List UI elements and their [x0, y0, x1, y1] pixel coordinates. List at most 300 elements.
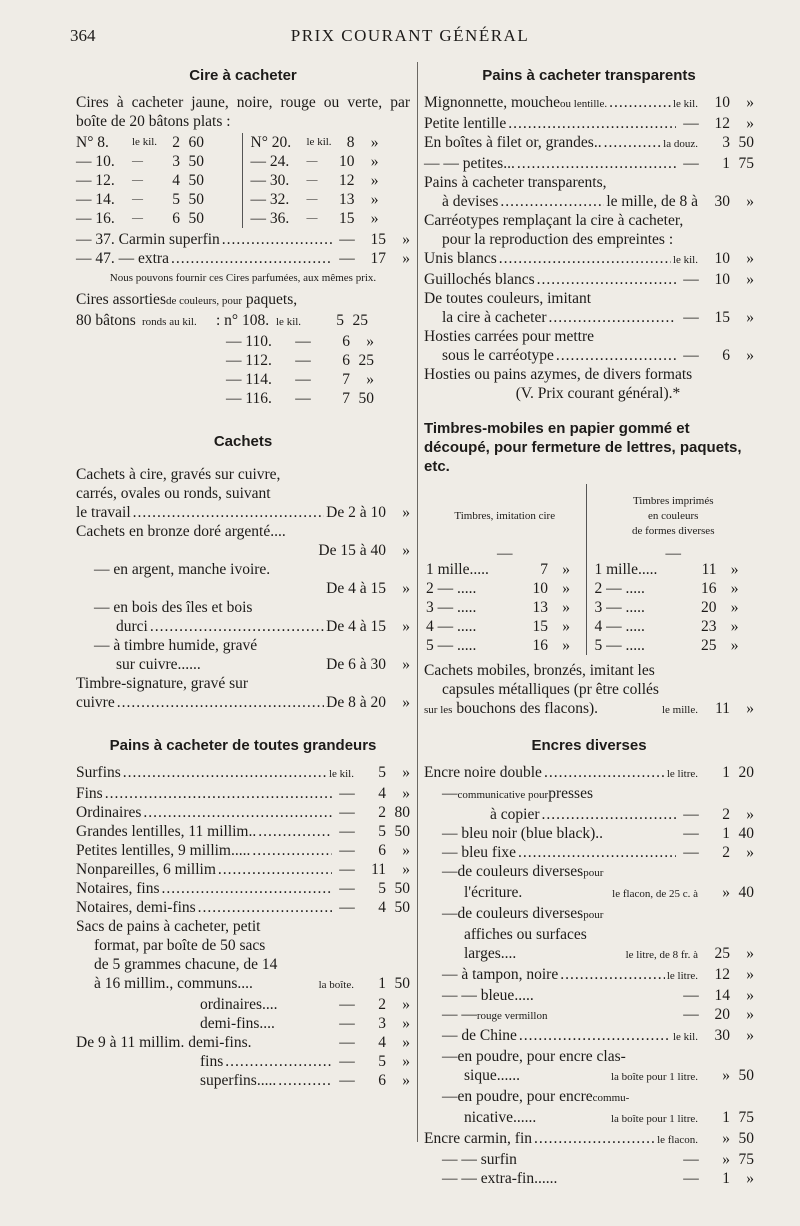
pains-sub-row-label: superfins.....	[200, 1072, 277, 1089]
cachets-l3-label: le travail	[76, 504, 131, 521]
timbres-cire-frac: »	[562, 599, 570, 616]
hosties-label: sous le carréotype	[442, 347, 554, 364]
cire-right-number: — 30.	[250, 172, 290, 189]
encre-row-label: l'écriture.	[464, 884, 523, 901]
cire-right-number: N° 20.	[250, 134, 292, 151]
hosties-line-1: Hosties carrées pour mettre	[424, 328, 595, 345]
encre-row-unit: le flacon, de 25 c. à	[612, 888, 698, 900]
timbres-imprimes-frac: »	[730, 618, 739, 635]
assort-intro-a: Cires assorties	[76, 291, 166, 308]
cachets-l9-label: durci	[116, 618, 148, 635]
pains-row-price: 2	[378, 804, 386, 821]
encre-row	[424, 1108, 754, 1129]
encre-row	[424, 965, 754, 986]
encre-row-unit: le flacon.	[657, 1134, 698, 1146]
pains-row-frac: »	[402, 842, 410, 859]
encre-dash: —	[442, 1048, 458, 1065]
encre-row	[424, 1150, 754, 1169]
encre-row-label: — à tampon, noire	[442, 966, 559, 983]
assort-number: — 112.	[226, 352, 272, 369]
timbres-imprimes-row	[593, 617, 755, 636]
dt-frac: »	[746, 309, 754, 326]
cachets-l5-frac: »	[402, 542, 410, 559]
pains-sub-row-price: 3	[378, 1015, 386, 1032]
encre-row-unit: —	[683, 1151, 699, 1168]
leader-dots	[171, 249, 332, 268]
leader-dots	[604, 133, 662, 152]
page-header	[70, 26, 750, 56]
cire-right-row	[251, 133, 411, 152]
timbres-left-list	[424, 560, 586, 655]
de9-unit: —	[339, 1034, 355, 1051]
timbres-imprimes-price: 16	[701, 580, 717, 597]
cm-line-2: capsules métalliques (pr être collés	[442, 681, 659, 698]
encre-row-label: — — extra-fin......	[442, 1170, 558, 1187]
encre-row-label: — — surfin	[442, 1151, 517, 1168]
timbres-imprimes-qty: 4 — .....	[594, 618, 645, 635]
timbres-cire-qty: 2 — .....	[426, 580, 477, 597]
encre-row-unit: le litre.	[666, 768, 698, 780]
encre-row-frac: 50	[738, 1130, 754, 1147]
pains-row-label: Fins	[76, 785, 103, 802]
pains-sub-row	[76, 1071, 410, 1090]
cire-extra-row-label: — 37. Carmin superfin	[76, 231, 220, 248]
cachets-l3-price: De 2 à 10	[326, 504, 386, 521]
timbres-cire-frac: »	[562, 618, 570, 635]
cire-left-row	[76, 133, 236, 152]
cire-left-unit: —	[132, 174, 143, 186]
encre-communicative-row	[424, 784, 754, 805]
cire-right-frac: »	[370, 172, 379, 189]
cachets-l7-frac: »	[402, 580, 410, 597]
timbres-cire-row	[424, 617, 586, 636]
encre-row-price: 1	[722, 825, 730, 842]
guil-row	[424, 270, 754, 289]
cire-right-unit: —	[306, 212, 318, 224]
cire-left-unit: le kil.	[132, 136, 158, 148]
cire-extra-row-price: 15	[370, 231, 386, 248]
unis-unit: le kil.	[672, 254, 698, 266]
cire-right-row	[251, 152, 411, 171]
encre-row-frac: 50	[738, 1067, 754, 1084]
trans-row-price: 10	[714, 94, 730, 111]
leader-dots	[123, 763, 327, 782]
unis-label: Unis blancs	[424, 250, 497, 267]
cire-grid-left	[76, 133, 243, 228]
trans-row-price: 3	[722, 134, 730, 151]
cire-left-number: — 14.	[76, 191, 115, 208]
cire-left-frac: 50	[188, 153, 204, 170]
pains-sub-row-frac: »	[402, 1072, 410, 1089]
leader-dots	[508, 114, 676, 133]
leader-dots	[222, 230, 332, 249]
assort-unit: —	[295, 371, 311, 388]
encre-row-price: 25	[714, 945, 730, 962]
trans-row	[424, 114, 754, 133]
pains-row	[76, 898, 410, 917]
encre-row-frac: 20	[738, 764, 754, 781]
encre-row-label: — bleu noir (blue black)..	[442, 825, 603, 842]
assort-frac: 50	[358, 390, 374, 407]
pains-row-frac: »	[402, 764, 410, 781]
cire-left-price: 3	[172, 153, 180, 170]
pains-row-label: Ordinaires	[76, 804, 142, 821]
pains-row-unit: —	[339, 785, 355, 802]
page-number: 364	[70, 26, 96, 45]
encre-row-price: 1	[722, 764, 730, 781]
right-column	[424, 62, 754, 1188]
pains-sub-row-frac: »	[402, 1053, 410, 1070]
timbres-cire-row	[424, 598, 586, 617]
timbres-cire-qty: 5 — .....	[426, 637, 477, 654]
assort-frac: »	[366, 333, 374, 350]
cire-extra-row	[76, 249, 410, 268]
encre-row-unit: —	[683, 1006, 699, 1023]
cachets-l11-frac: »	[402, 656, 410, 673]
cachets-l11-price: De 6 à 30	[326, 656, 386, 673]
encre-poudre-row	[424, 1047, 754, 1066]
timbres-right-list	[593, 560, 755, 655]
timbres-imprimes-price: 25	[701, 637, 717, 654]
encre-row-unit: —	[683, 1170, 699, 1187]
encre-row-price: 14	[714, 987, 730, 1004]
pains-sub-list-2	[76, 1052, 410, 1090]
transparents-list	[424, 93, 754, 173]
cachets-l5-price: De 15 à 40	[318, 542, 386, 559]
timbres-imprimes-qty: 2 — .....	[594, 580, 645, 597]
encre-row-label: — —	[442, 1006, 477, 1023]
section-title-cachets: Cachets	[213, 433, 273, 450]
encre-row	[424, 824, 754, 843]
cm-line-3	[424, 699, 754, 720]
leader-dots	[518, 843, 676, 862]
section-title-cire: Cire à cacheter	[189, 67, 297, 84]
pains-sub-row-frac: »	[402, 1015, 410, 1032]
trans-row-label: En boîtes à filet or, grandes..	[424, 134, 602, 151]
pains-row-label: Surfins	[76, 764, 121, 781]
cire-left-price: 4	[172, 172, 180, 189]
cm-frac: »	[746, 700, 754, 717]
encre-row-label: — bleu fixe	[442, 844, 517, 861]
trans-row-small: ou lentille.	[560, 98, 608, 110]
cachets-line-1: Cachets à cire, gravés sur cuivre,	[76, 466, 281, 483]
assort-intro2-b: ronds au kil.	[142, 316, 197, 328]
cire-right-price: 13	[339, 191, 355, 208]
assort-row	[76, 351, 410, 370]
encre-row	[424, 1169, 754, 1188]
assort-row	[76, 332, 410, 351]
column-divider	[417, 62, 418, 1142]
encre-row-frac: 40	[738, 884, 754, 901]
cachets-line-9	[76, 617, 410, 636]
cachets-l9-frac: »	[402, 618, 410, 635]
timbres-cire-price: 10	[532, 580, 548, 597]
cire-left-unit: —	[132, 155, 143, 167]
pains-sub-row-unit: —	[339, 996, 355, 1013]
assort-number: — 114.	[226, 371, 272, 388]
cachets-line-5	[76, 541, 410, 560]
encre-small: pour	[583, 909, 604, 921]
cire-left-number: — 10.	[76, 153, 115, 170]
encre-text: presses	[548, 785, 594, 802]
azymes-line-1: Hosties ou pains azymes, de divers formats	[424, 366, 693, 383]
sacs-l4-label: à 16 millim., communs....	[94, 975, 253, 992]
encre-row-price: 12	[714, 966, 730, 983]
cire-right-frac: »	[370, 153, 379, 170]
pains-row-label: Petites lentilles, 9 millim.....	[76, 842, 251, 859]
encre-couleurs-row	[424, 862, 754, 883]
cire-right-number: — 24.	[250, 153, 290, 170]
sacs-l4-unit: la boîte.	[318, 979, 354, 991]
encre-row-frac: »	[746, 844, 754, 861]
encre-row	[424, 944, 754, 965]
timbres-cire-price: 16	[532, 637, 548, 654]
section-title-encres: Encres diverses	[531, 737, 647, 754]
guil-unit: —	[683, 271, 699, 288]
cire-extra-row	[76, 230, 410, 249]
encre-text: en poudre, pour encre	[457, 1088, 593, 1105]
dt-price: 15	[714, 309, 730, 326]
cachets-l13-frac: »	[402, 694, 410, 711]
cachets-l13-label: cuivre	[76, 694, 115, 711]
timbres-cire-qty: 3 — .....	[426, 599, 477, 616]
encre-row-price: 30	[714, 1027, 730, 1044]
pains-row-frac: 50	[394, 880, 410, 897]
leader-dots	[105, 784, 332, 803]
cire-right-row	[251, 209, 411, 228]
dt-line-2	[424, 308, 754, 327]
pains-row-price: 5	[378, 880, 386, 897]
assort-intro2-c: : n° 108.	[216, 312, 270, 329]
cire-left-frac: 50	[188, 172, 204, 189]
timbres-cire-row	[424, 636, 586, 655]
guil-frac: »	[746, 271, 754, 288]
trans-row-label: — — petites...	[424, 155, 515, 172]
cire-left-row	[76, 152, 236, 171]
carreotypes-line-1: Carréotypes remplaçant la cire à cacheter,	[424, 212, 684, 229]
assort-intro2-unit: le kil.	[276, 316, 302, 328]
cachets-l9-price: De 4 à 15	[326, 618, 386, 635]
assort-price: 7	[342, 390, 350, 407]
assort-unit: —	[295, 390, 311, 407]
assort-price: 6	[342, 352, 350, 369]
trans-row-unit: —	[683, 115, 699, 132]
cachets-l13-price: De 8 à 20	[326, 694, 386, 711]
timbres-imprimes-row	[593, 636, 755, 655]
trans-row-frac: »	[746, 115, 754, 132]
pains-sub-row-unit: —	[339, 1053, 355, 1070]
encre-dash: —	[442, 785, 458, 802]
leader-dots	[541, 805, 676, 824]
assort-unit: —	[295, 333, 311, 350]
cire-right-row	[251, 171, 411, 190]
trans-row	[424, 133, 754, 154]
encre-row-label: — — bleue.....	[442, 987, 534, 1004]
hosties-frac: »	[746, 347, 754, 364]
assort-intro2-price: 5	[336, 312, 344, 329]
sacs-line-2: format, par boîte de 50 sacs	[94, 937, 266, 954]
timbres-imprimes-row	[593, 598, 755, 617]
encre-row-price: 20	[714, 1006, 730, 1023]
pains-sub-row-label: demi-fins....	[200, 1015, 275, 1032]
encre-small: pour	[583, 867, 604, 879]
leader-dots	[218, 860, 332, 879]
pains-row	[76, 860, 410, 879]
assort-unit: —	[295, 352, 311, 369]
encre-couleurs-row-2	[424, 904, 754, 925]
encre-row-frac: »	[746, 966, 754, 983]
pains-row-unit: —	[339, 880, 355, 897]
encre-row-unit: —	[683, 806, 699, 823]
timbres-imprimes-price: 11	[701, 561, 717, 578]
encre-row-frac: »	[746, 1027, 754, 1044]
dt-unit: —	[683, 309, 699, 326]
cire-left-number: — 16.	[76, 210, 115, 227]
cm-l3-label: bouchons des flacons).	[456, 700, 599, 717]
timbres-imprimes-qty: 5 — .....	[594, 637, 645, 654]
leader-dots	[252, 841, 332, 860]
assort-price: 7	[342, 371, 350, 388]
pains-sub-row-unit: —	[339, 1072, 355, 1089]
encre-row-price: »	[722, 1067, 730, 1084]
pains-row	[76, 803, 410, 822]
trans-row-price: 12	[714, 115, 730, 132]
pains-sub-row-frac: »	[402, 996, 410, 1013]
timbres-cire-frac: »	[562, 561, 570, 578]
timbres-cire-frac: »	[562, 580, 570, 597]
leader-dots	[143, 803, 332, 822]
assort-frac: 25	[358, 352, 374, 369]
encre-dash: —	[442, 905, 458, 922]
encre-small: commu-	[592, 1092, 630, 1104]
timbres-col-cire	[424, 484, 587, 655]
encre-row-frac: 75	[738, 1109, 754, 1126]
encre-text: de couleurs diverses	[457, 863, 584, 880]
trans-row-label: Petite lentille	[424, 115, 507, 132]
cire-price-grid	[76, 133, 410, 228]
assort-intro	[76, 290, 410, 311]
pains-list	[76, 763, 410, 917]
section-title-timbres: Timbres-mobiles en papier gommé et découpé, pour fermeture de lettres, paquets, etc.	[424, 420, 742, 475]
timbres-cire-price: 7	[540, 561, 548, 578]
cire-extra-row-frac: »	[402, 250, 410, 267]
trans-l2-label: à devises	[442, 193, 499, 210]
guil-label: Guillochés blancs	[424, 271, 535, 288]
encre-dash: —	[442, 863, 458, 880]
encre-row	[424, 1005, 754, 1026]
cachets-line-4: Cachets en bronze doré argenté....	[76, 523, 286, 540]
timbres-dash-left: —	[497, 545, 513, 562]
cachets-line-12: Timbre-signature, gravé sur	[76, 675, 249, 692]
pains-row-frac: 50	[394, 899, 410, 916]
cire-right-frac: »	[370, 134, 379, 151]
sacs-l4-price: 1	[378, 975, 386, 992]
encre-row-price: »	[722, 1151, 730, 1168]
encre-row-unit: le litre.	[666, 970, 698, 982]
encre-row-frac: »	[746, 945, 754, 962]
cm-line-1: Cachets mobiles, bronzés, imitant les	[424, 662, 655, 679]
pains-sub-row-price: 6	[378, 1072, 386, 1089]
assort-number: — 110.	[226, 333, 272, 350]
timbres-cire-row	[424, 579, 586, 598]
pains-row-unit: —	[339, 823, 355, 840]
sacs-line-3: de 5 grammes chacune, de 14	[94, 956, 278, 973]
cire-left-frac: 50	[188, 191, 204, 208]
leader-dots	[278, 1071, 332, 1090]
cire-extra-row-price: 17	[370, 250, 386, 267]
assort-intro-c: paquets,	[245, 291, 298, 308]
timbres-cire-qty: 1 mille.....	[426, 561, 489, 578]
cm-price: 11	[715, 700, 730, 717]
pains-sub-row-price: 5	[378, 1053, 386, 1070]
timbres-imprimes-qty: 3 — .....	[594, 599, 645, 616]
pains-sub-row-label: fins	[200, 1053, 224, 1070]
trans-row	[424, 154, 754, 173]
encre-row-unit: —	[683, 844, 699, 861]
encre-row	[424, 805, 754, 824]
dt-line-1: De toutes couleurs, imitant	[424, 290, 592, 307]
cire-right-price: 8	[346, 134, 355, 151]
timbres-dash-right: —	[665, 545, 681, 562]
hosties-unit: —	[683, 347, 699, 364]
pains-sub-row	[76, 1014, 410, 1033]
assort-row	[76, 389, 410, 408]
encre-row-frac: »	[746, 1170, 754, 1187]
encre-row-price: 1	[722, 1109, 730, 1126]
trans-row-price: 1	[722, 155, 730, 172]
cire-left-frac: 60	[188, 134, 204, 151]
trans-row-frac: 75	[738, 155, 754, 172]
timbres-table	[424, 484, 754, 655]
carreotypes-line-2: pour la reproduction des empreintes :	[442, 231, 674, 248]
encre-row-label: Encre carmin, fin	[424, 1130, 533, 1147]
leader-dots	[544, 763, 665, 782]
pains-sub-row	[76, 995, 410, 1014]
pains-row-label: Notaires, fins	[76, 880, 160, 897]
pains-sub-row-unit: —	[339, 1015, 355, 1032]
timbres-imprimes-frac: »	[730, 599, 739, 616]
timbres-imprimes-frac: »	[730, 637, 739, 654]
encre-row-small: rouge vermillon	[476, 1010, 548, 1022]
encre-row	[424, 1066, 754, 1087]
pains-row-label: Notaires, demi-fins	[76, 899, 196, 916]
timbres-imprimes-row	[593, 560, 755, 579]
timbres-head-left-text: Timbres, imitation cire	[454, 509, 556, 522]
trans-row-unit: —	[683, 155, 699, 172]
guil-price: 10	[714, 271, 730, 288]
timbres-cire-frac: »	[562, 637, 570, 654]
encre-row	[424, 1129, 754, 1150]
cachets-line-6: — en argent, manche ivoire.	[94, 561, 271, 578]
encre-row-frac: »	[746, 1006, 754, 1023]
section-title-pains: Pains à cacheter de toutes grandeurs	[109, 737, 377, 754]
cire-right-price: 12	[339, 172, 355, 189]
leader-dots	[519, 1026, 671, 1045]
de9-price: 4	[378, 1034, 386, 1051]
leader-dots	[198, 898, 332, 917]
encre-row-unit: —	[683, 825, 699, 842]
encre-row-unit: —	[683, 987, 699, 1004]
pains-row	[76, 879, 410, 898]
assort-number: — 116.	[226, 390, 272, 407]
cachets-line-2: carrés, ovales ou ronds, suivant	[76, 485, 271, 502]
cire-right-unit: —	[306, 193, 318, 205]
cire-left-row	[76, 209, 236, 228]
trans-row-unit: la douz.	[663, 138, 698, 150]
timbres-cire-price: 13	[532, 599, 548, 616]
cire-left-row	[76, 171, 236, 190]
encre-poudre-row-2	[424, 1087, 754, 1108]
